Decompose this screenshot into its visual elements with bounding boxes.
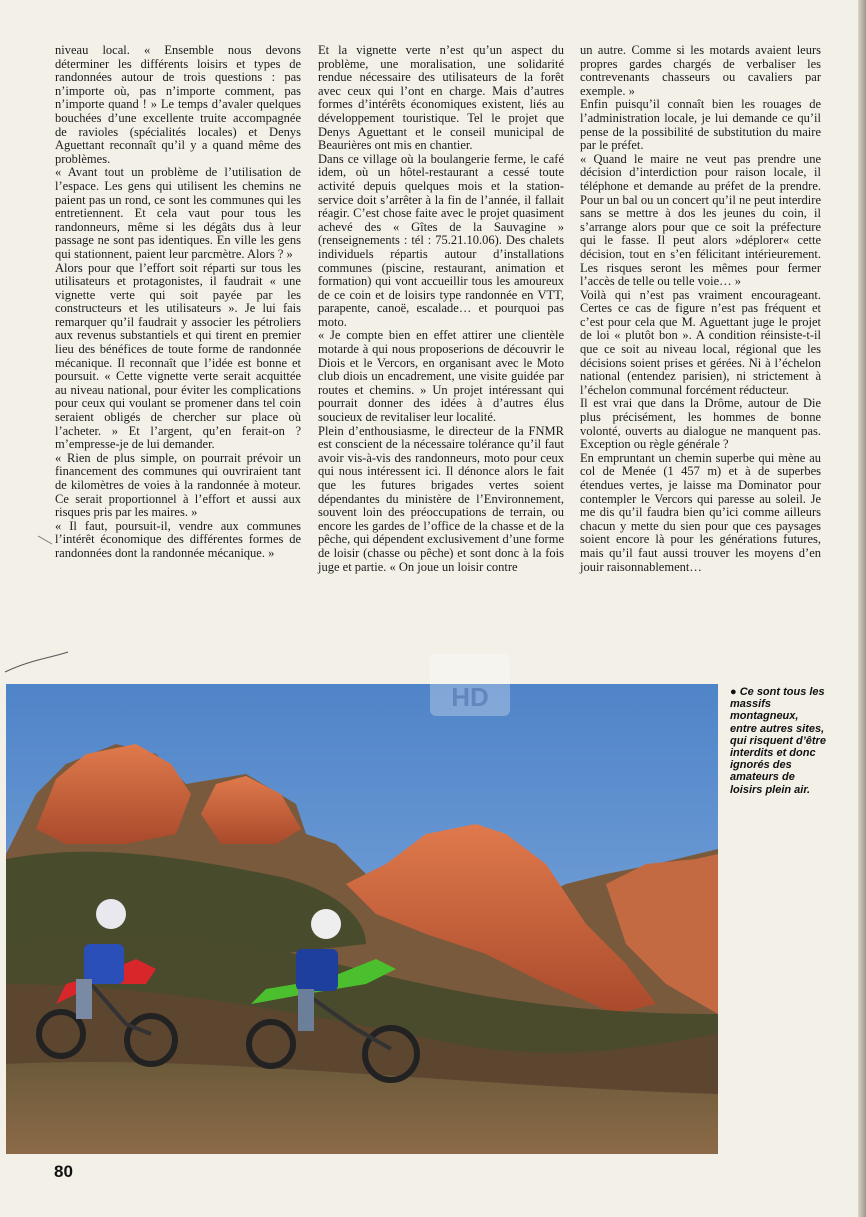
paragraph: Alors pour que l’effort soit réparti sur tous les utilisateurs et protagonistes, il faudrait « une vignette verte qui soit payée par les constructeurs et les utilisateurs ». Je lui fais remarquer qu’il faudrait y associer les pétroliers aux revenus substantiels et qui tirent en premier lieu des bénéfices de toute forme de randonnée mécanique. Il reconnaît que l’idée est bonne et poursuit. « Cette vignette verte serait acquittée au niveau national, pour éviter les complications pour ceux qui voulant se promener dans tel coin seraient obligés de chercher sur place où l’acheter. » Et l’argent, qu’en ferait-on ? m’empresse-je de lui demander. — [55, 260, 301, 452]
article-column-2 — [318, 44, 564, 574]
watermark-text: HD — [451, 682, 489, 712]
motorcycle-landscape-photo — [6, 684, 718, 1154]
paragraph: « Quand le maire ne veut pas prendre une décision d’interdiction pour raison locale, il téléphone et demande au préfet de la prendre. Pour un bal ou un concert qu’il ne peut interdire sans se mettre à dos les jeunes du coin, il s’arrange alors pour que ce soit la préfecture qui le fasse. Il peut alors »déplorer« cette décision, tout en s’en félicitant intérieurement. Les risques seront les mêmes pour fermer l’accès de telle ou telle voie… » — [580, 151, 821, 289]
hd-watermark — [428, 652, 512, 718]
paragraph: Voilà qui n’est pas vraiment encourageant. Certes ce cas de figure n’est pas fréquent et c’est pour cela que M. Aguettant juge le projet de loi « plutôt bon ». A condition réinsiste-t-il que ce soit au niveau local, régional que les décisions soient prises et gérées. Ni à l’échelon national (entendez parisien), ni strictement à l’échelon communal forcément réducteur. — [580, 287, 821, 397]
page-number: 80 — [54, 1162, 73, 1181]
page-edge-shadow — [858, 0, 866, 1217]
photo-caption: ● Ce sont tous les massifs montagneux, entre autres sites, qui risquent d’être interdits et donc ignorés des amateurs de loisirs plein air. — [730, 686, 826, 796]
paragraph: « Je compte bien en effet attirer une clientèle motarde à qui nous proposerions de découvrir le Diois et le Vercors, en organisant avec le Moto club diois un encadrement, une visite guidée par routes et chemins. » Un projet intéressant qui pourrait donner des idées à d’autres élus soucieux de revitaliser leur localité. — [318, 328, 564, 425]
paragraph: En empruntant un chemin superbe qui mène au col de Menée (1 457 m) et à de superbes étendues vertes, je laisse ma Dominator pour contempler le Vercors qui paresse au soleil. Je me dis qu’il faudra bien qu’ici comme ailleurs chacun y mette du sien pour que ces paysages soient encore là pour les générations futures, mais qu’il faut aussi trouver les moyens d’en jouir raisonnablement… — [580, 450, 821, 574]
paragraph: niveau local. « Ensemble nous devons déterminer les différents loisirs et types de randonnées autour de trois questions : pas n’importe où, pas n’importe comment, pas n’importe quand ! » Le temps d’avaler quelques bouchées d’une excellente truite accompagnée de ravioles (spécialités locales) et Denys Aguettant reconnaît qu’il y a quand même des problèmes. — [55, 43, 301, 166]
paragraph: Et la vignette verte n’est qu’un aspect du problème, une moralisation, une solidarité rendue nécessaire des utilisateurs de la forêt avec ceux qui l’ont en charge. Mais d’autres formes d’intérêts économiques existent, liés au développement touristique. Tel le projet que Denys Aguettant et le conseil municipal de Beaurières ont mis en chantier. — [318, 43, 564, 153]
paragraph: un autre. Comme si les motards avaient leurs propres gardes chargés de verbaliser les contrevenants chasseurs ou cavaliers par exemple. » — [580, 43, 821, 98]
article-column-3 — [580, 44, 821, 574]
paragraph: Dans ce village où la boulangerie ferme, le café idem, où un hôtel-restaurant a cessé toute activité depuis quelques mois et la station-service doit s’arrêter à la fin de l’année, il fallait réagir. C’est chose faite avec le projet quasiment achevé des « Gîtes de la Sauvagine » (renseignements : tél : 75.21.10.06). Des chalets individuels répartis autour d’installations communes (piscine, restaurant, animation et formation) qui vont accueillir tous les amoureux de ce coin et de loisirs type randonnée en VTT, parapente, canoë, escalade… et pourquoi pas moto. — [318, 151, 564, 329]
article-column-1 — [55, 44, 301, 561]
paragraph: Enfin puisqu’il connaît bien les rouages de l’administration locale, je lui demande ce qu’il pense de la possibilité de substitution du maire par le préfet. — [580, 97, 821, 153]
paragraph: « Rien de plus simple, on pourrait prévoir un financement des communes qui ouvriraient tant de kilomètres de voies à la randonnée à moteur. Ce serait proportionnel à l’effort et aussi aux risques pris par les maires. » — [55, 450, 301, 520]
pen-mark — [0, 530, 70, 680]
paragraph: Plein d’enthousiasme, le directeur de la FNMR est conscient de la nécessaire tolérance qu’il faut avoir vis-à-vis des randonneurs, moto pour ceux qui nous intéressent ici. Il dénonce alors le fait que les futures brigades vertes soient dépendantes du ministère de l’Environnement, souvent loin des préoccupations de terrain, ou encore les gardes de l’office de la chasse et de la pêche, qui dépendent exclusivement d’une forme de loisir (chasse ou pêche) et sont donc à la fois juge et partie. « On joue un loisir contre — [318, 423, 564, 574]
paragraph: « Avant tout un problème de l’utilisation de l’espace. Les gens qui utilisent les chemins ne paient pas un rond, ce sont les communes qui les entretiennent. Et cela vaut pour tous les randonneurs, même si les dégâts dus à leur passage ne sont pas identiques. En ville les gens qui stationnent, paient leur parcmètre. Alors ? » — [55, 165, 301, 261]
paragraph: Il est vrai que dans la Drôme, autour de Die plus précisément, les hommes de bonne volonté, ouverts au dialogue ne manquent pas. Exception ou règle générale ? — [580, 396, 821, 452]
paragraph: « Il faut, poursuit-il, vendre aux communes l’intérêt économique des différentes formes de randonnées dont la randonnée mécanique. » — [55, 518, 301, 560]
